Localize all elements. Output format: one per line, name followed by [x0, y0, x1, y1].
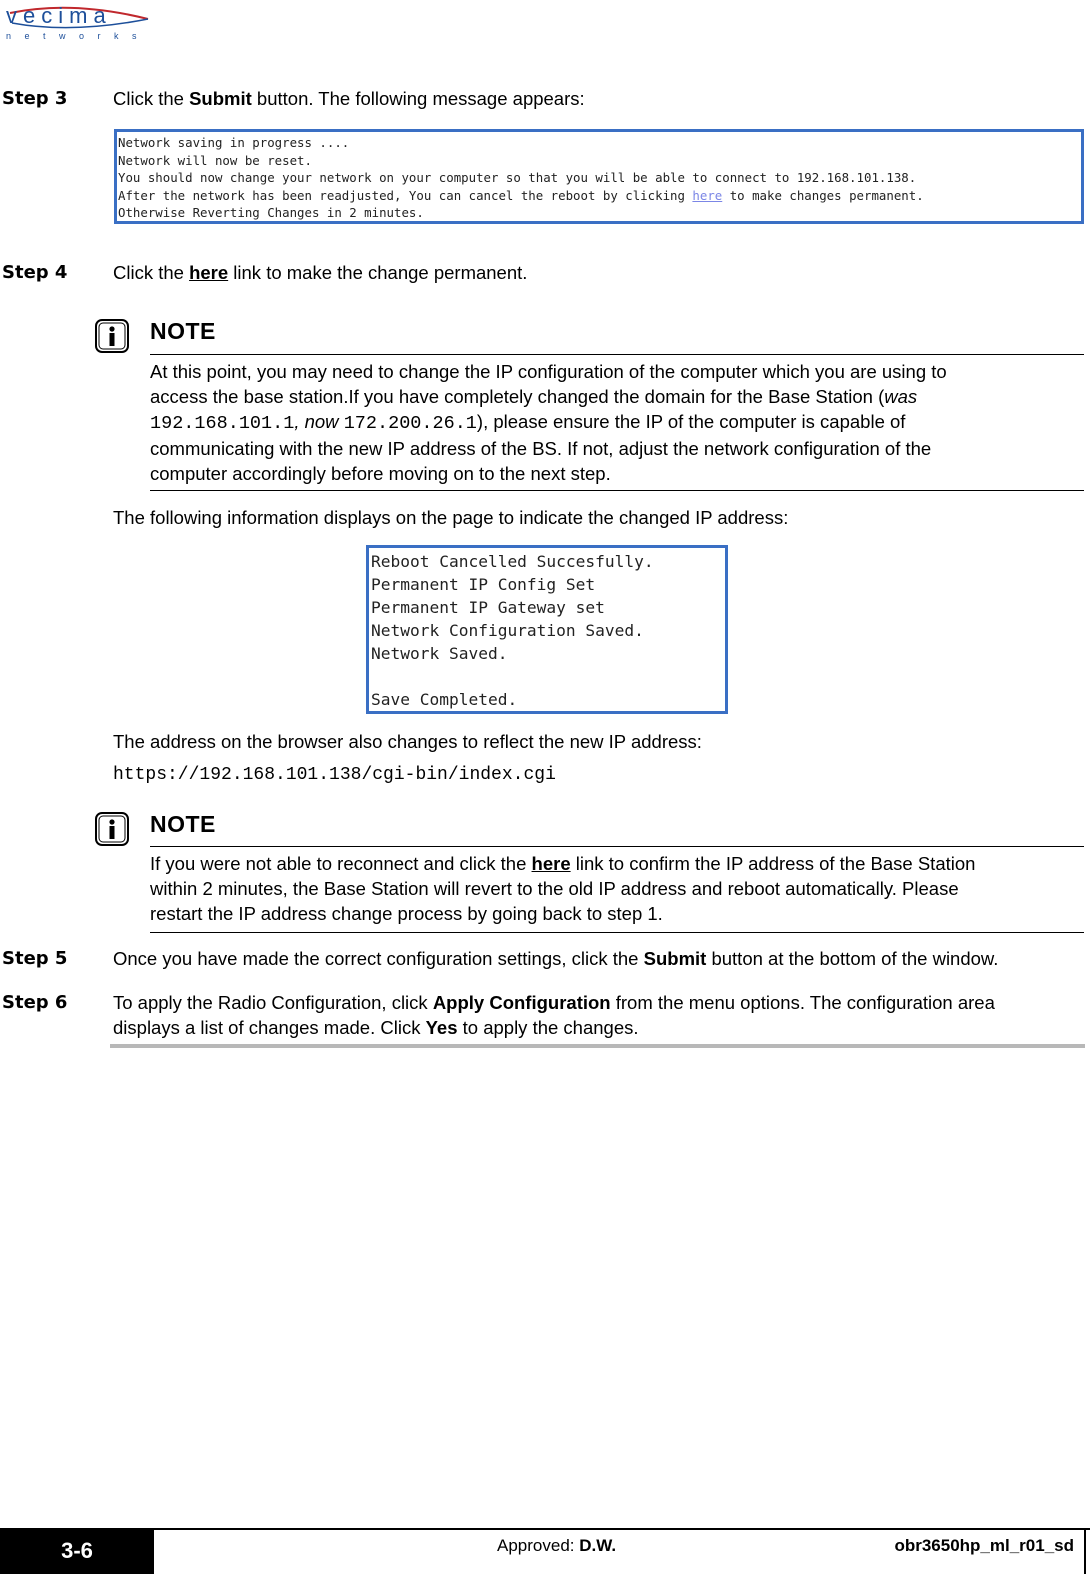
- step-5-post: button at the bottom of the window.: [706, 948, 999, 969]
- note-1-line-4: communicating with the new IP address of the BS. If not, adjust the network configuration of the: [150, 438, 932, 459]
- step-3-label: Step 3: [2, 88, 68, 109]
- address-text: The address on the browser also changes to reflect the new IP address:: [113, 731, 702, 752]
- footer-rule: [154, 1528, 1090, 1530]
- step-6-apply-configuration: Apply Configuration: [432, 992, 611, 1013]
- note-2-here-link[interactable]: here: [531, 853, 571, 874]
- note-1-line-3: [150, 409, 1084, 436]
- message-line-4: [117, 187, 1081, 205]
- note-1-was: was: [884, 386, 918, 407]
- step-4-pre: Click the: [113, 262, 190, 283]
- address-url: https://192.168.101.138/cgi-bin/index.cgi: [113, 765, 556, 785]
- step-5-pre: Once you have made the correct configuration settings, click the: [113, 948, 644, 969]
- info-text: The following information displays on the page to indicate the changed IP address:: [113, 507, 789, 528]
- network-saving-message: [114, 129, 1084, 224]
- step-6-line-1: [113, 990, 1085, 1015]
- result-line-7: Save Completed.: [371, 690, 518, 709]
- step-6-text: [113, 990, 1085, 1040]
- message-line-2: Network will now be reset.: [118, 152, 312, 168]
- step-6-label: Step 6: [2, 992, 68, 1013]
- step-6-pre: To apply the Radio Configuration, click: [113, 992, 433, 1013]
- step-6-line-2-post: to apply the changes.: [457, 1017, 639, 1038]
- result-line-3: Permanent IP Gateway set: [371, 598, 605, 617]
- note-1-body: [150, 359, 1084, 486]
- step-6-yes: Yes: [425, 1017, 458, 1038]
- logo-sub-text: networks: [6, 31, 151, 41]
- note-1-icon-wrapper: [95, 319, 129, 358]
- note-1-line-2-text: access the base station.If you have completely changed the domain for the Base Station (: [150, 386, 885, 407]
- note-2-body: [150, 851, 1084, 926]
- result-line-5: Network Saved.: [371, 644, 508, 663]
- result-line-2: Permanent IP Config Set: [371, 575, 596, 594]
- vecima-logo: [2, 2, 154, 42]
- note-1-line-2: [150, 384, 1084, 409]
- approved-value: D.W.: [579, 1536, 617, 1555]
- note-2-top-rule: [150, 846, 1084, 847]
- note-1-ip-new: 172.200.26.1: [343, 413, 477, 434]
- step-4-here-link[interactable]: here: [189, 262, 229, 283]
- page-number: 3-6: [0, 1528, 154, 1574]
- note-1-line-3-text: ), please ensure the IP of the computer is capable of: [476, 411, 906, 432]
- here-link[interactable]: here: [692, 187, 723, 203]
- note-1-line-5: computer accordingly before moving on to the next step.: [150, 463, 611, 484]
- info-icon: [95, 812, 129, 846]
- message-line-4-post: to make changes permanent.: [722, 187, 924, 203]
- info-icon: [95, 319, 129, 353]
- step-6-line-2-pre: displays a list of changes made. Click: [113, 1017, 426, 1038]
- step-3-pre: Click the: [113, 88, 190, 109]
- logo-brand-text: vecima: [6, 3, 112, 28]
- note-2-bottom-rule: [150, 932, 1084, 933]
- note-1-bottom-rule: [150, 490, 1084, 491]
- step-3-post: button. The following message appears:: [251, 88, 585, 109]
- message-line-5: Otherwise Reverting Changes in 2 minutes.: [118, 205, 424, 221]
- note-1-title: NOTE: [150, 318, 216, 344]
- message-line-3: You should now change your network on your computer so that you will be able to connect to 192.168.101.138.: [118, 170, 917, 186]
- step-4-text: [113, 260, 527, 285]
- step-3-text: [113, 86, 585, 111]
- message-line-4-pre: After the network has been readjusted, You can cancel the reboot by clicking: [118, 187, 693, 203]
- note-1-line-1: At this point, you may need to change the IP configuration of the computer which you are using to: [150, 361, 947, 382]
- reboot-cancelled-message: [366, 545, 728, 714]
- note-2-line-1-post: link to confirm the IP address of the Base Station: [570, 853, 976, 874]
- result-line-6: [369, 665, 725, 688]
- note-1-ip-old: 192.168.101.1: [150, 413, 295, 434]
- section-end-rule: [110, 1044, 1085, 1048]
- note-2-icon-wrapper: [95, 812, 129, 851]
- step-5-label: Step 5: [2, 948, 68, 969]
- step-6-mid: from the menu options. The configuration area: [610, 992, 995, 1013]
- document-id: obr3650hp_ml_r01_sd: [894, 1536, 1074, 1555]
- note-2-title: NOTE: [150, 811, 216, 837]
- step-6-line-2: [113, 1015, 1085, 1040]
- note-2-line-3: restart the IP address change process by going back to step 1.: [150, 903, 663, 924]
- approved-label: Approved:: [497, 1536, 580, 1555]
- vecima-logo-graphic: [2, 2, 154, 42]
- result-line-4: Network Configuration Saved.: [371, 621, 644, 640]
- note-2-line-1: [150, 851, 1084, 876]
- result-line-1: Reboot Cancelled Succesfully.: [371, 552, 654, 571]
- step-4-post: link to make the change permanent.: [228, 262, 528, 283]
- message-line-1: Network saving in progress ....: [118, 135, 350, 150]
- footer-approved: [497, 1536, 616, 1556]
- step-3-submit: Submit: [189, 88, 252, 109]
- step-5-submit: Submit: [643, 948, 707, 969]
- footer-right-rule: [1084, 1528, 1086, 1574]
- note-2-line-2: within 2 minutes, the Base Station will revert to the old IP address and reboot automatically. Please: [150, 878, 959, 899]
- step-4-label: Step 4: [2, 262, 68, 283]
- note-1-now: , now: [294, 411, 344, 432]
- note-2-line-1-pre: If you were not able to reconnect and click the: [150, 853, 532, 874]
- step-5-text: [113, 946, 998, 971]
- note-1-top-rule: [150, 354, 1084, 355]
